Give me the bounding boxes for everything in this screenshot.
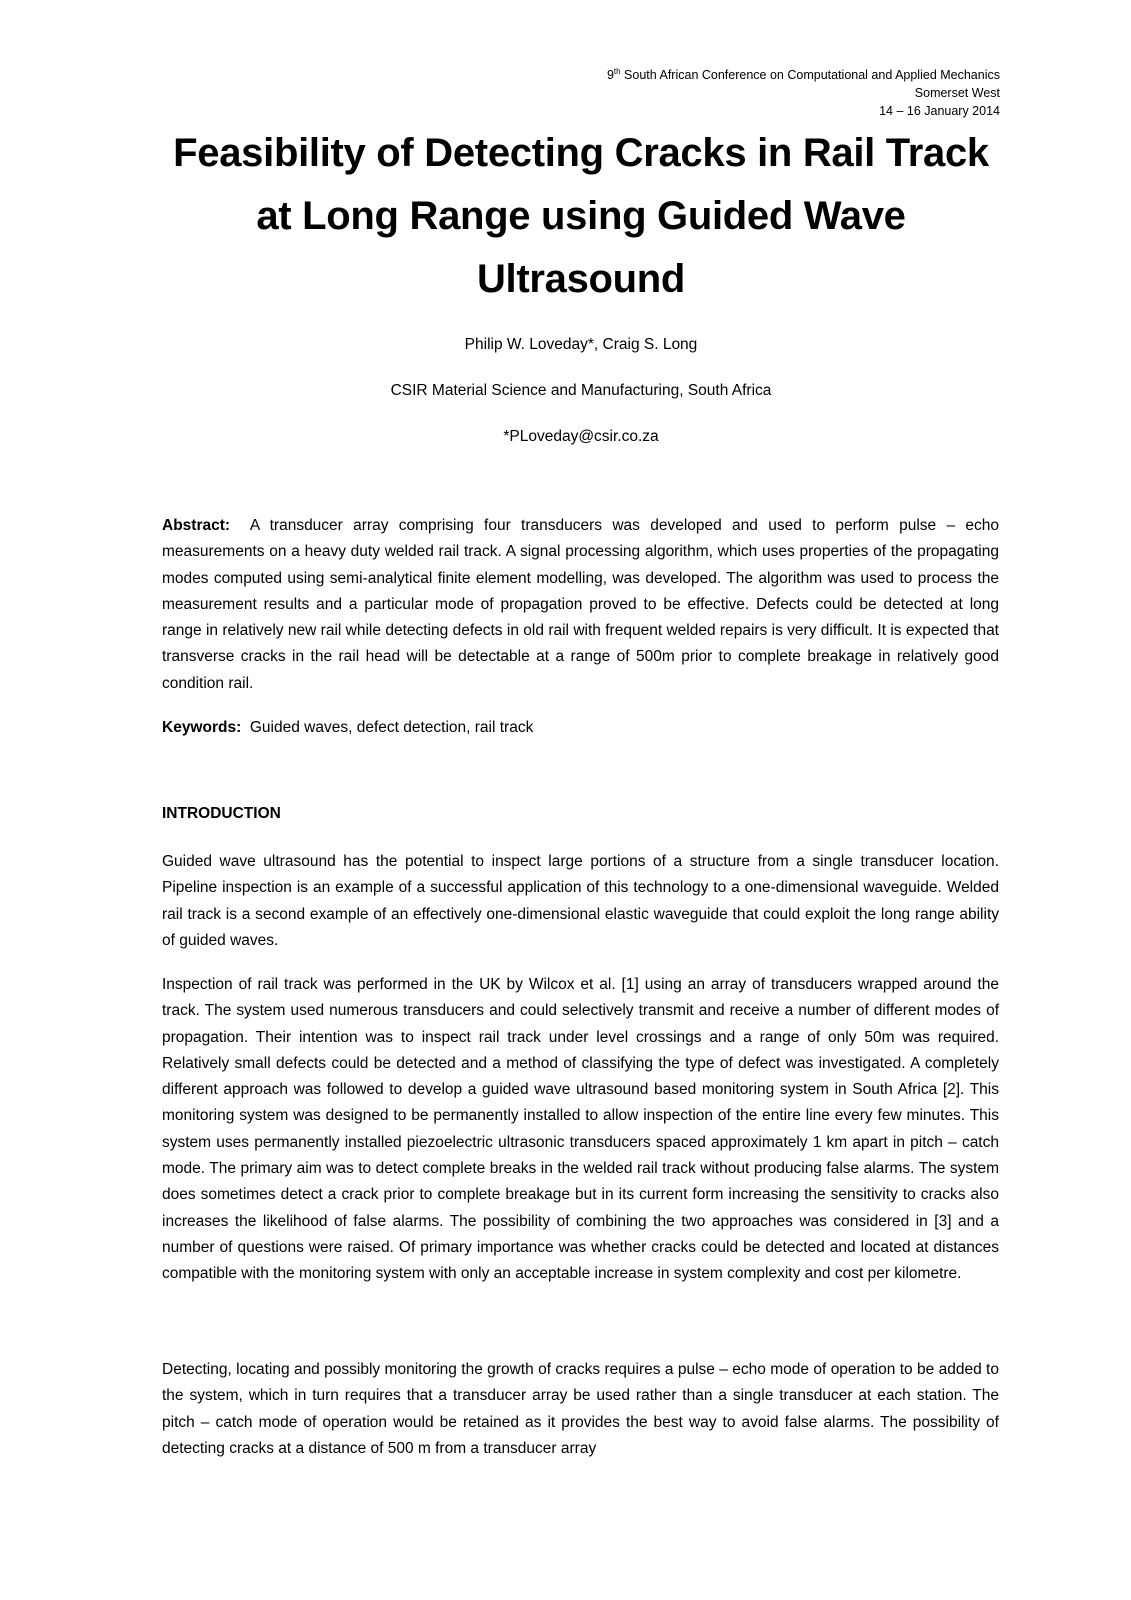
intro-paragraph-2: Inspection of rail track was performed in the UK by Wilcox et al. [1] using an array of transducers wrapped around the track. The system used numerous transducers and could selectively transmit and receive a number of different modes of propagation. Their intention was to inspect rail track under level crossings and a range of only 50m was required. Relatively small defects could be detected and a method of classifying the type of defect was investigated. A completely different approach was followed to develop a guided wave ultrasound based monitoring system in South Africa [2]. This monitoring system was designed to be permanently installed to allow inspection of the entire line every few minutes. This system uses permanently installed piezoelectric ultrasonic transducers spaced approximately 1 km apart in pitch – catch mode. The primary aim was to detect complete breaks in the welded rail track without producing false alarms. The system does sometimes detect a crack prior to complete breakage but in its current form increasing the sensitivity to cracks also increases the likelihood of false alarms. The possibility of combining the two approaches was considered in [3] and a number of questions were raised. Of primary importance was whether cracks could be detected and located at distances compatible with the monitoring system with only an acceptable increase in system complexity and cost per kilometre.	[162, 976, 999, 1283]
intro-paragraph-1: Guided wave ultrasound has the potential to inspect large portions of a structure from a single transducer location. Pipeline inspection is an example of a successful application of this technology to a one-dimensional waveguide. Welded rail track is a second example of an effectively one-dimensional elastic waveguide that could exploit the long range ability of guided waves.	[162, 853, 999, 949]
conference-header	[607, 66, 1000, 120]
conference-location: Somerset West	[914, 86, 1000, 100]
abstract-label: Abstract:	[162, 517, 231, 534]
keywords-text: Guided waves, defect detection, rail track	[249, 719, 534, 736]
section-heading-introduction: INTRODUCTION	[162, 805, 281, 822]
keywords	[162, 715, 999, 741]
intro-paragraph-3: Detecting, locating and possibly monitoring the growth of cracks requires a pulse – echo mode of operation to be added to the system, which in turn requires that a transducer array be used rather than a single transducer at each station. The pitch – catch mode of operation would be retained as it provides the best way to avoid false alarms. The possibility of detecting cracks at a distance of 500 m from a transducer array	[162, 1361, 999, 1457]
author-list: Philip W. Loveday*, Craig S. Long	[464, 336, 698, 353]
conference-ordinal-number: 9	[606, 68, 614, 82]
keywords-label: Keywords:	[162, 719, 242, 736]
affiliation: CSIR Material Science and Manufacturing, South Africa	[390, 382, 772, 399]
conference-dates: 14 – 16 January 2014	[879, 104, 1000, 118]
abstract	[162, 513, 999, 697]
paper-title: Feasibility of Detecting Cracks in Rail Track at Long Range using Guided Wave Ultrasound	[173, 131, 989, 301]
contact-email: *PLoveday@csir.co.za	[503, 428, 659, 445]
abstract-text: A transducer array comprising four transducers was developed and used to perform pulse – echo measurements on a heavy duty welded rail track. A signal processing algorithm, which uses properties of the propagating modes computed using semi-analytical finite element modelling, was developed. The algorithm was used to process the measurement results and a particular mode of propagation proved to be effective. Defects could be detected at long range in relatively new rail while detecting defects in old rail with frequent welded repairs is very difficult. It is expected that transverse cracks in the rail head will be detectable at a range of 500m prior to complete breakage in relatively good condition rail.	[162, 517, 999, 692]
conference-ordinal-suffix: th	[613, 66, 621, 76]
conference-name-line	[607, 66, 1000, 84]
conference-name: South African Conference on Computational and Applied Mechanics	[620, 68, 1000, 82]
